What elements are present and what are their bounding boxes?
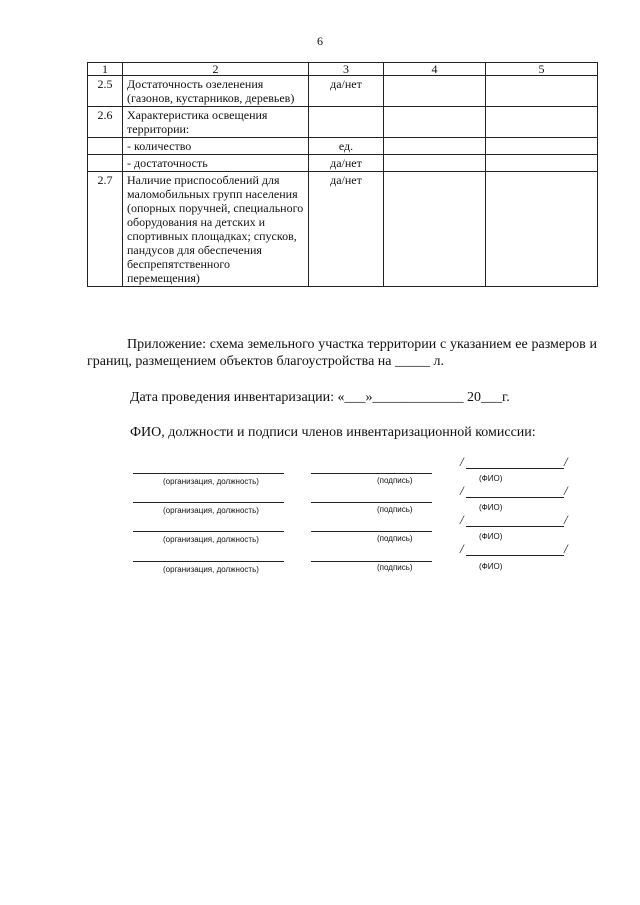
inventory-date-field: Дата проведения инвентаризации: «___»_____________ 20___г. (130, 390, 510, 405)
org-position-line[interactable] (133, 502, 284, 503)
row-note-cell (486, 172, 598, 287)
fio-caption: (ФИО) (479, 503, 503, 512)
fio-line[interactable] (466, 555, 564, 556)
row-number (88, 155, 123, 172)
row-unit: да/нет (309, 76, 384, 107)
row-unit: ед. (309, 138, 384, 155)
row-description: Характеристика освещения территории: (123, 107, 309, 138)
row-description: - достаточность (123, 155, 309, 172)
row-unit (309, 107, 384, 138)
table-row (88, 76, 598, 107)
row-value-cell (384, 155, 486, 172)
fio-slash-left: / (460, 454, 464, 469)
row-description: Достаточность озеленения (газонов, кустарников, деревьев) (123, 76, 309, 107)
page-number: 6 (317, 34, 323, 48)
signature-caption: (подпись) (377, 563, 413, 572)
fio-slash-left: / (460, 541, 464, 556)
org-position-caption: (организация, должность) (163, 506, 259, 515)
appendix-text: Приложение: схема земельного участка территории с указанием ее размеров и границ, размещением объектов благоустройства на _____ л. (87, 337, 597, 369)
row-note-cell (486, 138, 598, 155)
fio-slash-right: / (564, 454, 568, 469)
col-header-2: 2 (123, 63, 309, 76)
row-value-cell (384, 138, 486, 155)
table-row (88, 172, 598, 287)
col-header-1: 1 (88, 63, 123, 76)
signature-caption: (подпись) (377, 534, 413, 543)
inventory-table (87, 62, 598, 287)
col-header-3: 3 (309, 63, 384, 76)
fio-caption: (ФИО) (479, 532, 503, 541)
row-value-cell (384, 172, 486, 287)
org-position-caption: (организация, должность) (163, 477, 259, 486)
org-position-line[interactable] (133, 473, 284, 474)
fio-slash-right: / (564, 483, 568, 498)
row-number: 2.6 (88, 107, 123, 138)
row-note-cell (486, 155, 598, 172)
row-unit: да/нет (309, 155, 384, 172)
fio-caption: (ФИО) (479, 474, 503, 483)
table-header-row (88, 63, 598, 76)
row-value-cell (384, 107, 486, 138)
col-header-4: 4 (384, 63, 486, 76)
fio-line[interactable] (466, 526, 564, 527)
commission-title: ФИО, должности и подписи членов инвентаризационной комиссии: (130, 425, 536, 440)
org-position-caption: (организация, должность) (163, 565, 259, 574)
row-description: - количество (123, 138, 309, 155)
signature-caption: (подпись) (377, 476, 413, 485)
fio-slash-left: / (460, 483, 464, 498)
fio-slash-left: / (460, 512, 464, 527)
row-number: 2.7 (88, 172, 123, 287)
org-position-line[interactable] (133, 531, 284, 532)
table-row (88, 155, 598, 172)
row-unit: да/нет (309, 172, 384, 287)
fio-line[interactable] (466, 497, 564, 498)
signature-line[interactable] (311, 502, 432, 503)
row-description: Наличие приспособлений для маломобильных групп населения (опорных поручней, специального оборудования на детских и спортивных площадках; спусков, пандусов для обеспечения беспрепятственного перемещения) (123, 172, 309, 287)
org-position-line[interactable] (133, 561, 284, 562)
signature-line[interactable] (311, 561, 432, 562)
col-header-5: 5 (486, 63, 598, 76)
row-note-cell (486, 76, 598, 107)
fio-caption: (ФИО) (479, 562, 503, 571)
org-position-caption: (организация, должность) (163, 535, 259, 544)
row-number (88, 138, 123, 155)
row-note-cell (486, 107, 598, 138)
table-row (88, 107, 598, 138)
signature-line[interactable] (311, 531, 432, 532)
table-row (88, 138, 598, 155)
signature-line[interactable] (311, 473, 432, 474)
row-number: 2.5 (88, 76, 123, 107)
fio-slash-right: / (564, 541, 568, 556)
fio-slash-right: / (564, 512, 568, 527)
fio-line[interactable] (466, 468, 564, 469)
row-value-cell (384, 76, 486, 107)
signature-caption: (подпись) (377, 505, 413, 514)
